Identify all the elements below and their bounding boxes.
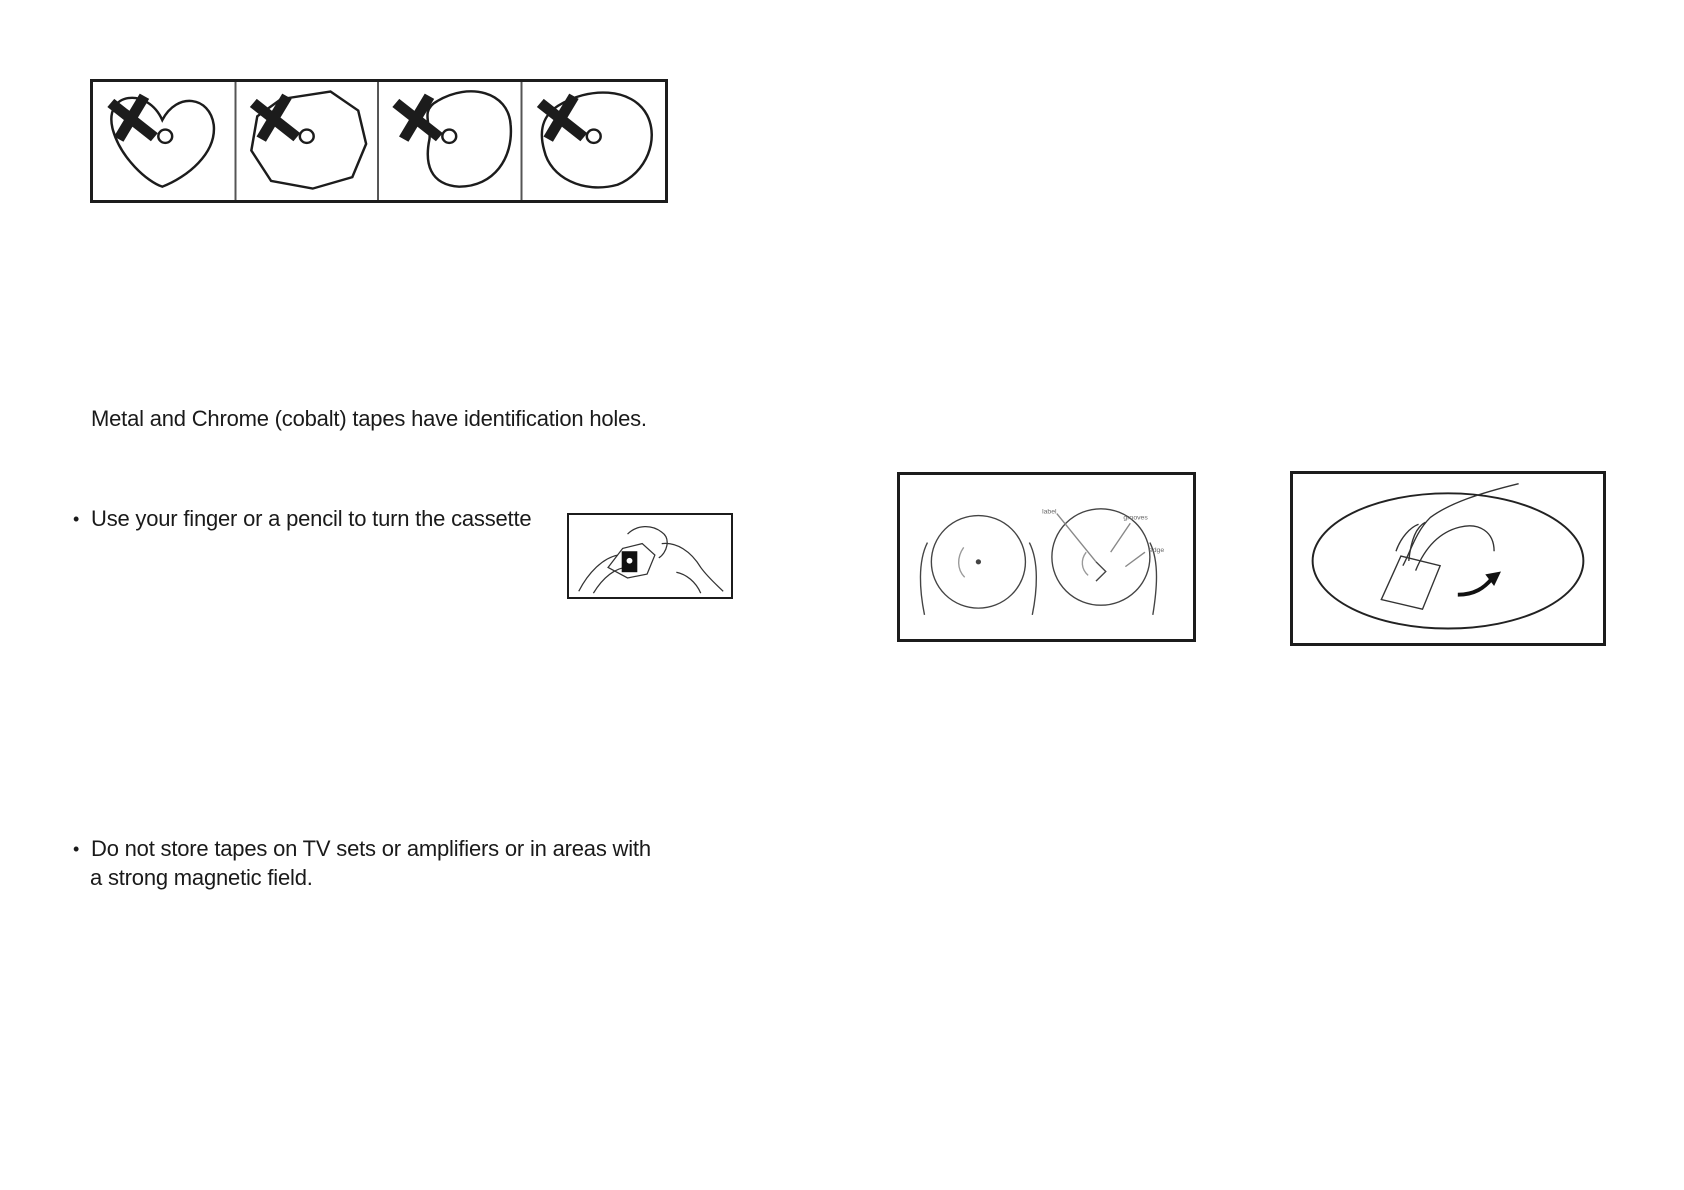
- storage-instruction-line-1: Do not store tapes on TV sets or amplifiers or in areas with: [91, 836, 651, 861]
- label-annotation: label: [1042, 508, 1057, 516]
- bullet-marker: •: [73, 839, 80, 859]
- hand-turning-cassette-icon: [569, 515, 731, 597]
- cassette-instruction: Use your finger or a pencil to turn the cassette: [91, 506, 532, 531]
- octagon-disc-icon: [251, 92, 366, 189]
- cloth-wiping-disc-icon: [1293, 474, 1603, 643]
- irregular-discs-figure: [90, 79, 668, 203]
- egg-disc-icon: [396, 91, 511, 186]
- bullet-marker: •: [73, 509, 80, 529]
- heart-disc-icon: [111, 96, 214, 186]
- lumpy-disc-icon: [540, 93, 651, 188]
- identification-note: Metal and Chrome (cobalt) tapes have identification holes.: [91, 406, 647, 431]
- grooves-annotation: grooves: [1123, 514, 1148, 522]
- cassette-figure: [567, 513, 733, 599]
- hands-holding-disc-icon: [900, 475, 1193, 639]
- edge-annotation: edge: [1148, 547, 1165, 555]
- cd-handling-figure: [897, 472, 1196, 642]
- cd-cleaning-figure: [1290, 471, 1606, 646]
- storage-instruction-line-2: a strong magnetic field.: [90, 865, 313, 890]
